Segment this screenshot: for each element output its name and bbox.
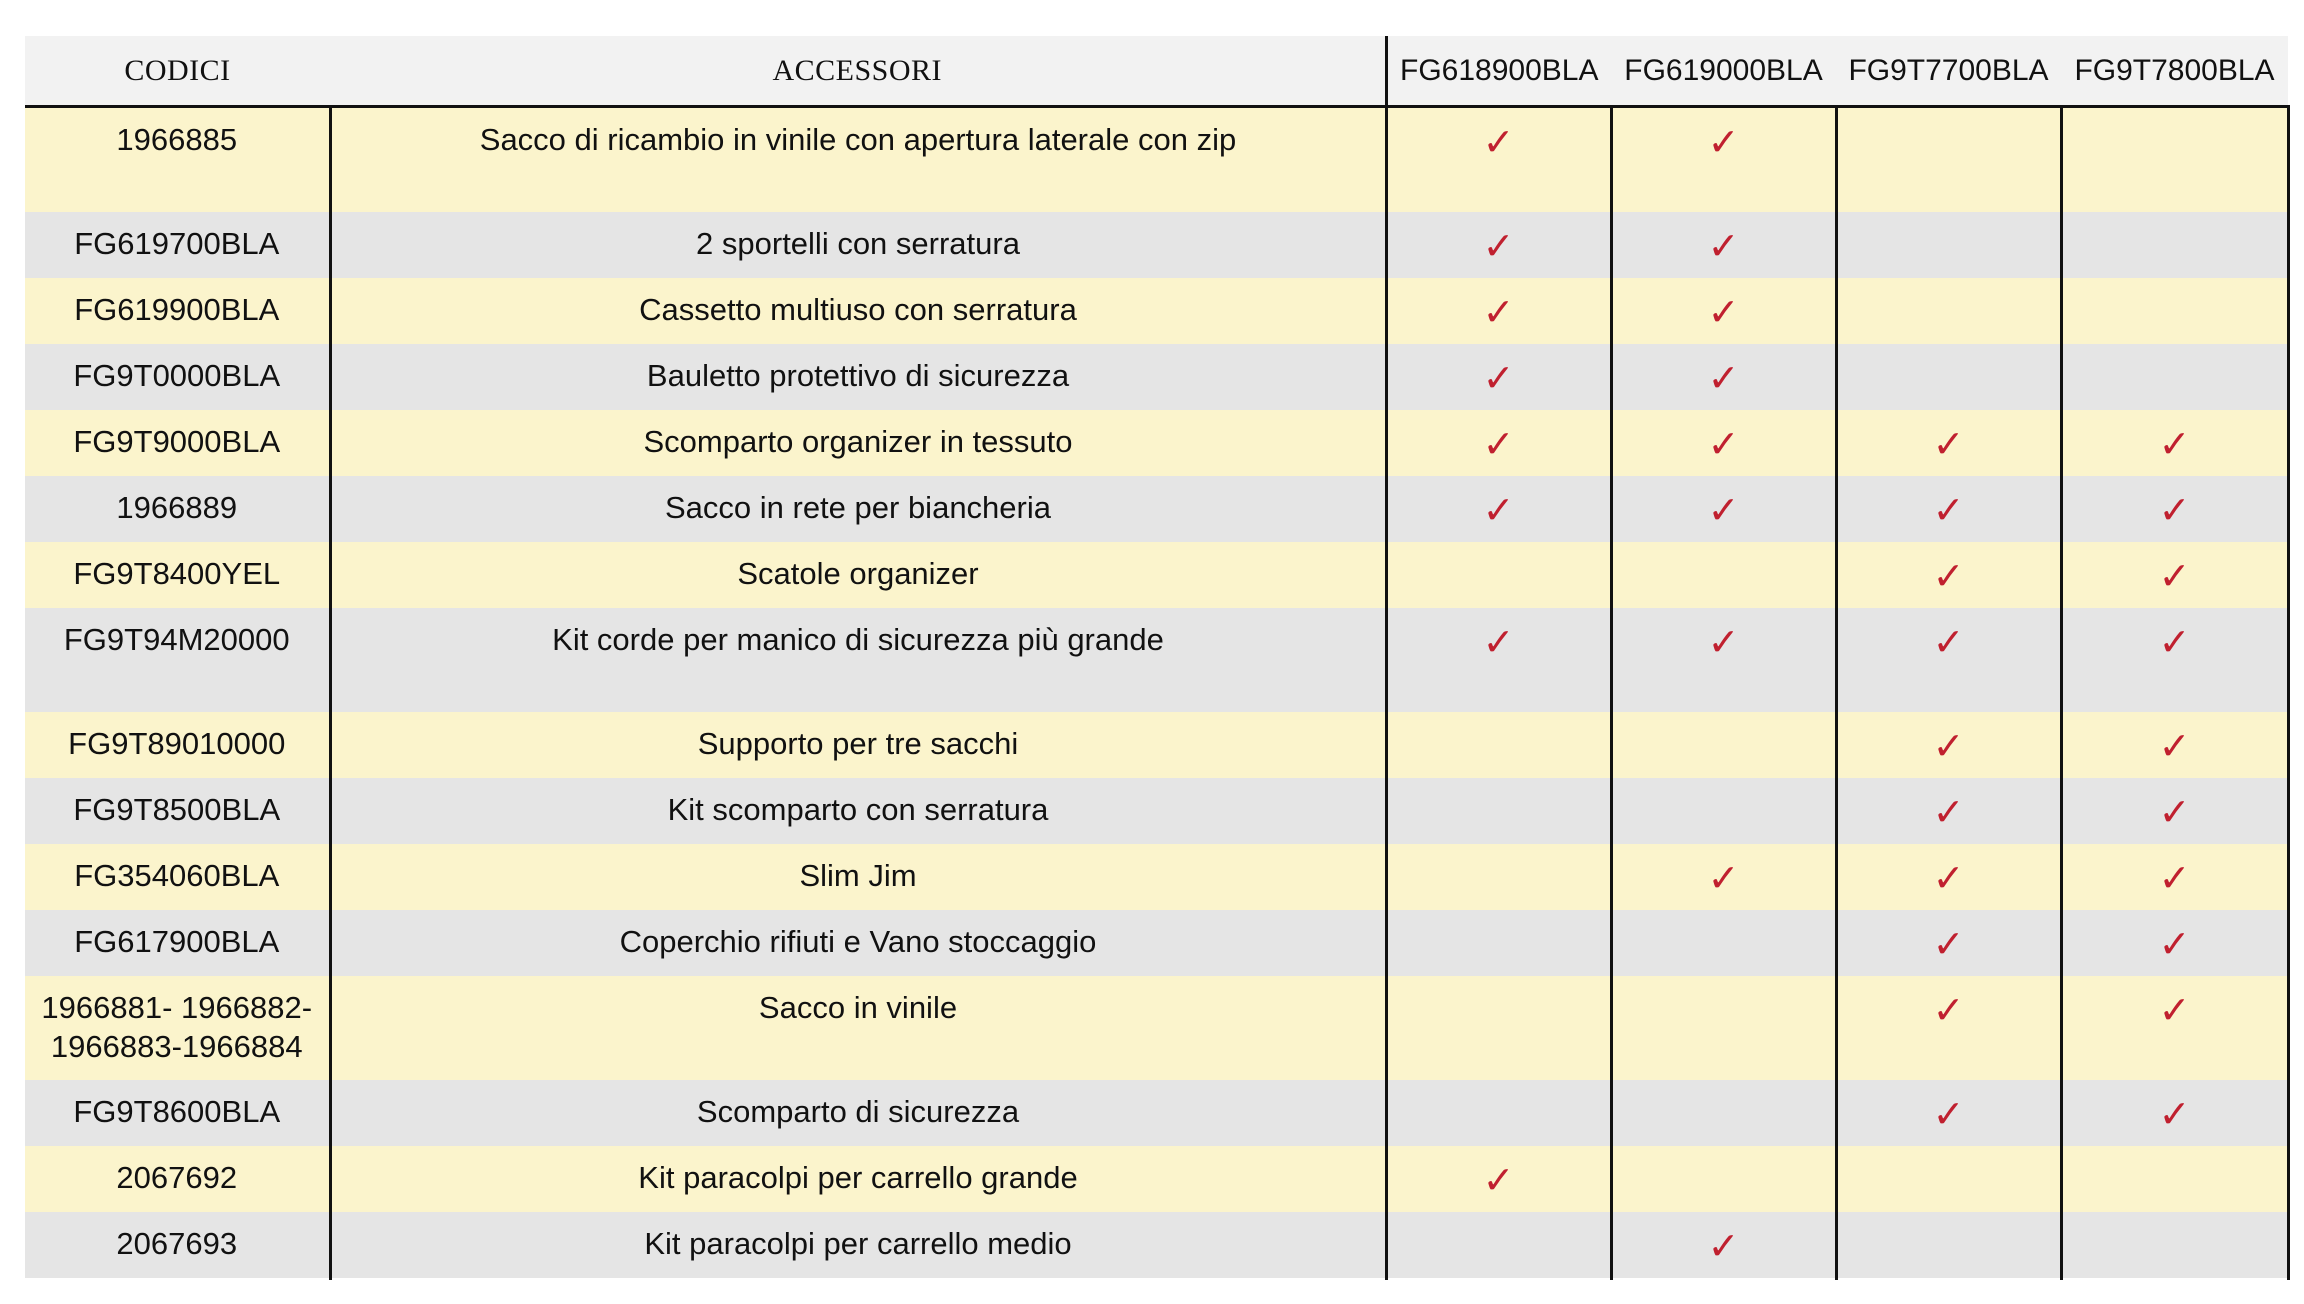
cell-compatibility	[1611, 1212, 1836, 1279]
checkmark-icon: ✓	[1707, 224, 1740, 268]
column-header-codes: CODICI	[25, 36, 330, 107]
checkmark-icon: ✓	[2158, 554, 2191, 598]
cell-compatibility	[1611, 107, 1836, 213]
cell-compatibility	[2061, 1080, 2288, 1146]
checkmark-icon: ✓	[1932, 488, 1965, 532]
checkmark-icon: ✓	[1707, 488, 1740, 532]
checkmark-icon: ✓	[2158, 790, 2191, 834]
checkmark-icon: ✓	[2158, 856, 2191, 900]
accessory-text: Supporto per tre sacchi	[697, 726, 1019, 761]
code-text: FG619700BLA	[74, 226, 280, 261]
accessory-text: Scatole organizer	[737, 556, 979, 591]
cell-code	[25, 542, 330, 608]
checkmark-icon: ✓	[1932, 790, 1965, 834]
cell-compatibility	[1386, 542, 1611, 608]
cell-code	[25, 976, 330, 1080]
cell-code	[25, 910, 330, 976]
table-row	[25, 542, 2288, 608]
cell-code	[25, 410, 330, 476]
cell-code	[25, 278, 330, 344]
accessory-text: Slim Jim	[799, 858, 917, 893]
cell-code	[25, 844, 330, 910]
checkmark-icon: ✓	[1932, 988, 1965, 1032]
checkmark-icon: ✓	[1482, 120, 1515, 164]
cell-compatibility	[2061, 712, 2288, 778]
cell-accessory	[330, 712, 1386, 778]
cell-compatibility	[1611, 844, 1836, 910]
cell-compatibility	[1611, 542, 1836, 608]
cell-code	[25, 107, 330, 213]
table-row	[25, 278, 2288, 344]
checkmark-icon: ✓	[1932, 1092, 1965, 1136]
cell-compatibility	[1836, 410, 2061, 476]
cell-compatibility	[2061, 410, 2288, 476]
cell-compatibility	[2061, 976, 2288, 1080]
cell-compatibility	[1386, 1212, 1611, 1279]
table-row	[25, 212, 2288, 278]
cell-compatibility	[1836, 278, 2061, 344]
code-text: FG617900BLA	[74, 924, 280, 959]
cell-code	[25, 1080, 330, 1146]
cell-accessory	[330, 910, 1386, 976]
cell-compatibility	[1836, 910, 2061, 976]
cell-compatibility	[1611, 608, 1836, 712]
code-text: FG9T9000BLA	[73, 424, 281, 459]
checkmark-icon: ✓	[2158, 488, 2191, 532]
cell-compatibility	[1836, 344, 2061, 410]
cell-accessory	[330, 542, 1386, 608]
table-row	[25, 410, 2288, 476]
column-header-accessories: ACCESSORI	[330, 36, 1386, 107]
cell-compatibility	[1386, 107, 1611, 213]
table-row	[25, 1212, 2288, 1279]
cell-compatibility	[1386, 976, 1611, 1080]
checkmark-icon: ✓	[1932, 856, 1965, 900]
cell-code	[25, 476, 330, 542]
cell-compatibility	[1386, 910, 1611, 976]
cell-compatibility	[1836, 844, 2061, 910]
cell-compatibility	[1836, 712, 2061, 778]
checkmark-icon: ✓	[2158, 422, 2191, 466]
accessories-compatibility-table-wrapper	[25, 36, 2288, 1280]
cell-compatibility	[2061, 608, 2288, 712]
table-row	[25, 476, 2288, 542]
cell-compatibility	[2061, 778, 2288, 844]
cell-accessory	[330, 410, 1386, 476]
cell-accessory	[330, 1146, 1386, 1212]
column-header-model: FG619000BLA	[1611, 36, 1836, 107]
accessory-text: Kit scomparto con serratura	[667, 792, 1049, 827]
cell-compatibility	[1386, 844, 1611, 910]
cell-code	[25, 712, 330, 778]
code-text: FG9T94M20000	[63, 622, 290, 657]
cell-compatibility	[2061, 278, 2288, 344]
table-row	[25, 910, 2288, 976]
cell-compatibility	[1836, 1146, 2061, 1212]
cell-compatibility	[1611, 410, 1836, 476]
cell-compatibility	[1386, 410, 1611, 476]
table-row	[25, 1146, 2288, 1212]
accessories-compatibility-table	[25, 36, 2290, 1280]
accessory-text: Kit paracolpi per carrello medio	[644, 1226, 1072, 1261]
cell-compatibility	[1386, 1146, 1611, 1212]
table-row	[25, 844, 2288, 910]
checkmark-icon: ✓	[1482, 620, 1515, 664]
checkmark-icon: ✓	[1932, 422, 1965, 466]
column-header-model: FG9T7800BLA	[2061, 36, 2288, 107]
code-text: 1966881- 1966882- 1966883-1966884	[41, 990, 313, 1064]
header-row	[25, 36, 2288, 107]
cell-code	[25, 1212, 330, 1279]
accessory-text: Scomparto organizer in tessuto	[643, 424, 1073, 459]
cell-compatibility	[1611, 476, 1836, 542]
checkmark-icon: ✓	[1932, 724, 1965, 768]
cell-compatibility	[1611, 976, 1836, 1080]
cell-compatibility	[1836, 476, 2061, 542]
cell-accessory	[330, 1212, 1386, 1279]
cell-compatibility	[1836, 212, 2061, 278]
cell-compatibility	[2061, 844, 2288, 910]
table-body	[25, 107, 2288, 1280]
cell-code	[25, 344, 330, 410]
column-header-model: FG618900BLA	[1386, 36, 1611, 107]
accessory-text: Sacco in vinile	[758, 990, 958, 1025]
cell-compatibility	[1836, 107, 2061, 213]
table-row	[25, 344, 2288, 410]
code-text: 2067692	[116, 1160, 238, 1195]
table-row	[25, 778, 2288, 844]
cell-compatibility	[1611, 910, 1836, 976]
cell-compatibility	[1386, 344, 1611, 410]
table-row	[25, 976, 2288, 1080]
cell-compatibility	[2061, 344, 2288, 410]
cell-compatibility	[2061, 910, 2288, 976]
accessory-text: Kit corde per manico di sicurezza più grande	[552, 622, 1164, 657]
cell-compatibility	[1836, 542, 2061, 608]
accessory-text: Cassetto multiuso con serratura	[639, 292, 1077, 327]
checkmark-icon: ✓	[1707, 422, 1740, 466]
cell-code	[25, 212, 330, 278]
checkmark-icon: ✓	[1932, 620, 1965, 664]
table-row	[25, 712, 2288, 778]
cell-compatibility	[1386, 212, 1611, 278]
table-row	[25, 608, 2288, 712]
cell-code	[25, 1146, 330, 1212]
cell-compatibility	[1611, 278, 1836, 344]
cell-compatibility	[1386, 1080, 1611, 1146]
checkmark-icon: ✓	[2158, 922, 2191, 966]
checkmark-icon: ✓	[2158, 724, 2191, 768]
code-text: FG9T8500BLA	[73, 792, 281, 827]
cell-compatibility	[1611, 212, 1836, 278]
checkmark-icon: ✓	[2158, 988, 2191, 1032]
checkmark-icon: ✓	[1707, 620, 1740, 664]
cell-accessory	[330, 476, 1386, 542]
checkmark-icon: ✓	[1482, 422, 1515, 466]
cell-accessory	[330, 212, 1386, 278]
cell-compatibility	[2061, 1212, 2288, 1279]
cell-accessory	[330, 976, 1386, 1080]
cell-accessory	[330, 344, 1386, 410]
cell-accessory	[330, 278, 1386, 344]
checkmark-icon: ✓	[1482, 224, 1515, 268]
checkmark-icon: ✓	[1482, 1158, 1515, 1202]
checkmark-icon: ✓	[1707, 1224, 1740, 1268]
accessory-text: 2 sportelli con serratura	[696, 226, 1020, 261]
cell-compatibility	[1386, 778, 1611, 844]
code-text: FG9T0000BLA	[73, 358, 281, 393]
cell-compatibility	[1611, 344, 1836, 410]
cell-code	[25, 608, 330, 712]
cell-compatibility	[2061, 542, 2288, 608]
checkmark-icon: ✓	[1707, 290, 1740, 334]
column-header-model: FG9T7700BLA	[1836, 36, 2061, 107]
code-text: FG9T89010000	[68, 726, 286, 761]
checkmark-icon: ✓	[1707, 356, 1740, 400]
accessory-text: Kit paracolpi per carrello grande	[638, 1160, 1078, 1195]
code-text: FG354060BLA	[74, 858, 280, 893]
cell-compatibility	[1611, 778, 1836, 844]
checkmark-icon: ✓	[2158, 1092, 2191, 1136]
cell-compatibility	[2061, 107, 2288, 213]
cell-compatibility	[1836, 1212, 2061, 1279]
code-text: 1966889	[116, 490, 238, 525]
checkmark-icon: ✓	[1932, 922, 1965, 966]
cell-accessory	[330, 778, 1386, 844]
code-text: FG9T8600BLA	[73, 1094, 281, 1129]
checkmark-icon: ✓	[1482, 356, 1515, 400]
code-text: 2067693	[116, 1226, 238, 1261]
table-row	[25, 1080, 2288, 1146]
cell-accessory	[330, 107, 1386, 213]
cell-compatibility	[1836, 976, 2061, 1080]
cell-compatibility	[1611, 1146, 1836, 1212]
checkmark-icon: ✓	[1482, 290, 1515, 334]
checkmark-icon: ✓	[1482, 488, 1515, 532]
table-header	[25, 36, 2288, 107]
table-row	[25, 107, 2288, 213]
checkmark-icon: ✓	[1932, 554, 1965, 598]
code-text: FG9T8400YEL	[73, 556, 281, 591]
cell-compatibility	[1836, 608, 2061, 712]
cell-compatibility	[2061, 476, 2288, 542]
accessory-text: Bauletto protettivo di sicurezza	[646, 358, 1070, 393]
cell-accessory	[330, 1080, 1386, 1146]
cell-compatibility	[1836, 778, 2061, 844]
cell-accessory	[330, 608, 1386, 712]
checkmark-icon: ✓	[1707, 120, 1740, 164]
cell-compatibility	[2061, 1146, 2288, 1212]
accessory-text: Sacco di ricambio in vinile con apertura laterale con zip	[479, 122, 1237, 157]
accessory-text: Sacco in rete per biancheria	[664, 490, 1051, 525]
code-text: FG619900BLA	[74, 292, 280, 327]
cell-compatibility	[2061, 212, 2288, 278]
cell-accessory	[330, 844, 1386, 910]
cell-compatibility	[1611, 1080, 1836, 1146]
cell-compatibility	[1386, 608, 1611, 712]
accessory-text: Coperchio rifiuti e Vano stoccaggio	[619, 924, 1097, 959]
cell-compatibility	[1836, 1080, 2061, 1146]
checkmark-icon: ✓	[2158, 620, 2191, 664]
checkmark-icon: ✓	[1707, 856, 1740, 900]
cell-compatibility	[1386, 712, 1611, 778]
cell-compatibility	[1386, 476, 1611, 542]
cell-compatibility	[1611, 712, 1836, 778]
accessory-text: Scomparto di sicurezza	[696, 1094, 1020, 1129]
code-text: 1966885	[116, 122, 238, 157]
cell-code	[25, 778, 330, 844]
cell-compatibility	[1386, 278, 1611, 344]
